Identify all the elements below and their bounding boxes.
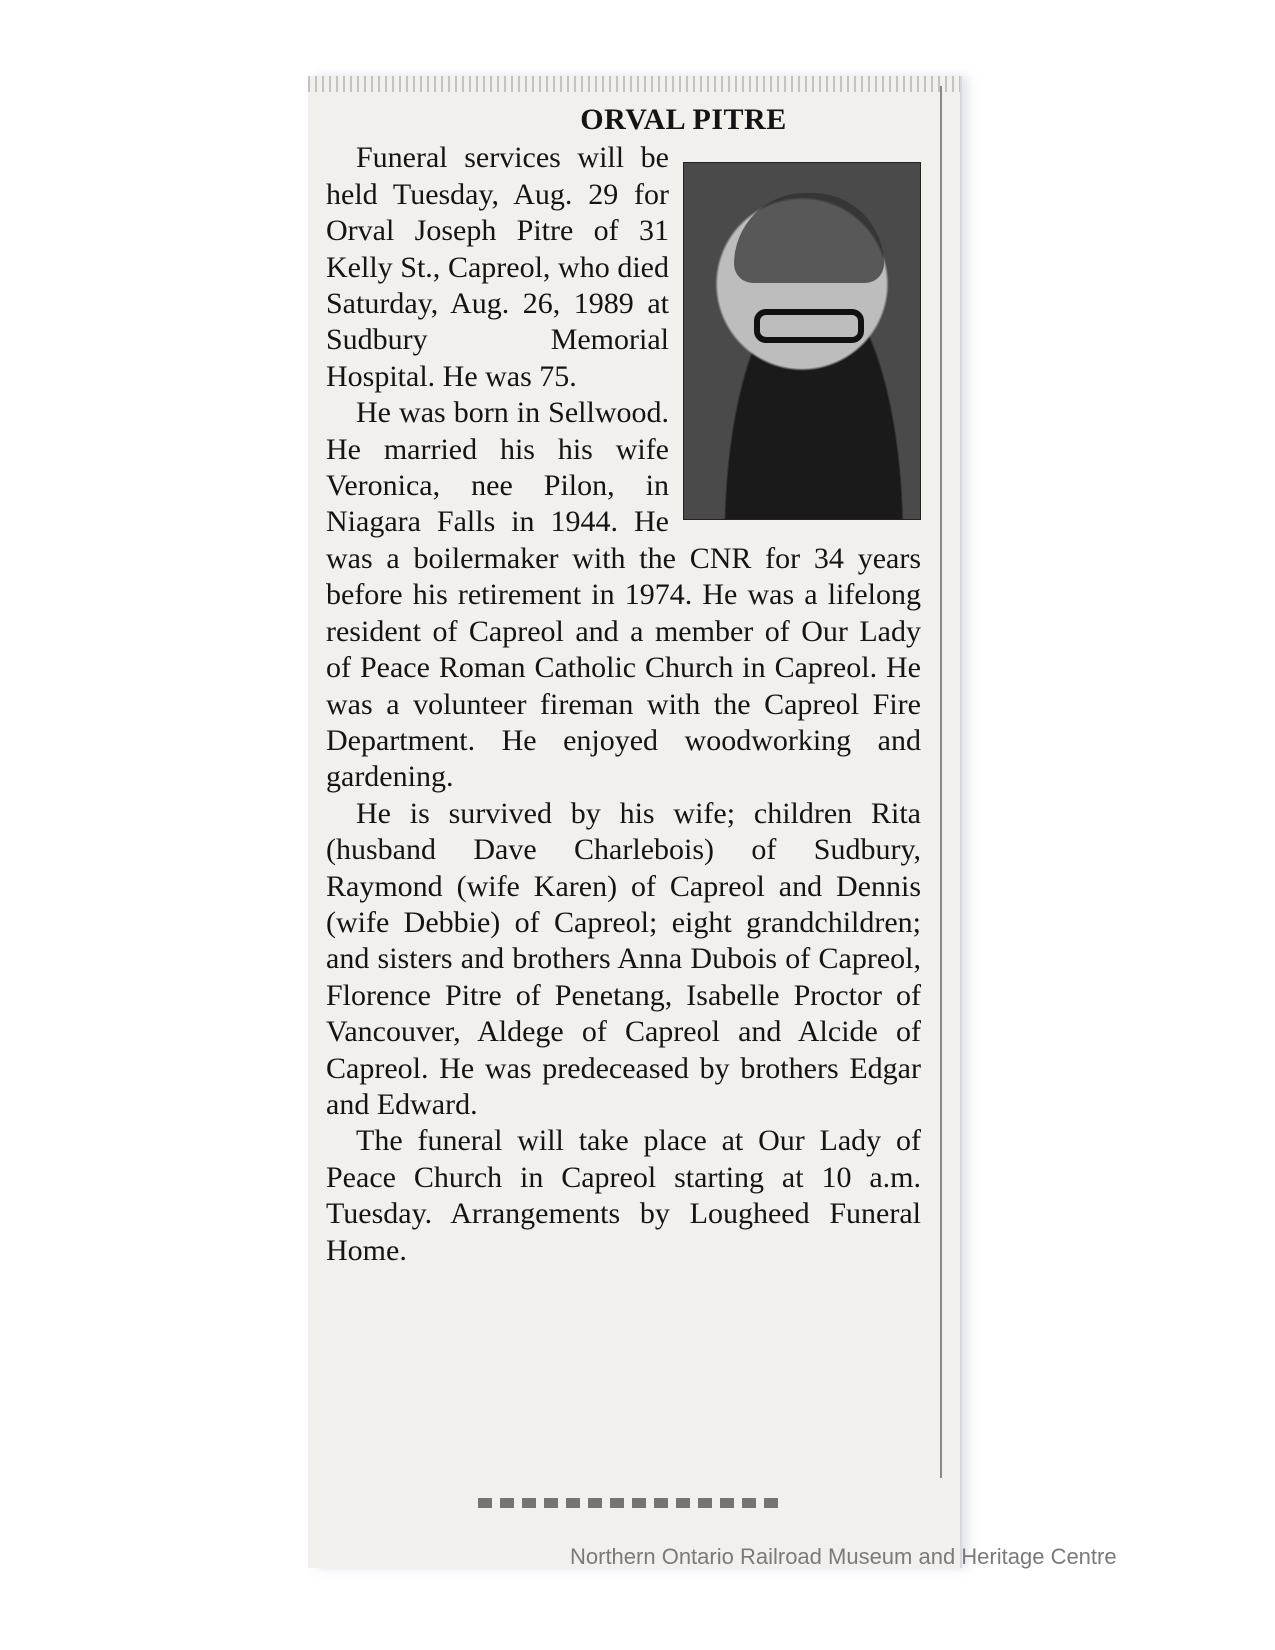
obituary-paragraph-3: He is survived by his wife; children Rita (husband Dave Charlebois) of Sudbury, Raymond (wife Karen) of Capreol and Dennis (wife Debbie) of Capreol; eight grandchildren; and sisters and brothers Anna Dubois of Capreol, Florence Pitre of Penetang, Isabelle Proctor of Vancouver, Aldege of Capreol and Alcide of Capreol. He was predeceased by brothers Edgar and Edward. [326,796,921,1121]
obituary-paragraph-1: Funeral services will be held Tuesday, Aug. 29 for Orval Joseph Pitre of 31 Kelly St., Capreol, who died Saturday, Aug. 26, 1989 at Sudbury Memorial Hospital. He was 75. [326,141,669,393]
obituary-headline: ORVAL PITRE [580,103,787,136]
portrait-glasses [754,309,864,343]
obituary-paragraph-2: He was born in Sellwood. He married his his wife Veronica, nee Pilon, in Niagara Falls in 1944. He was a boilermaker with the CNR for 34 years before his retirement in 1974. He was a lifelong resident of Capreol and a member of Our Lady of Peace Roman Catholic Church in Capreol. He was a volunteer fireman with the Capreol Fire Department. He enjoyed woodworking and gardening. [326,396,921,794]
portrait-photo [683,162,921,520]
archive-credit: Northern Ontario Railroad Museum and Heritage Centre [570,1544,1117,1569]
portrait-head [734,193,884,283]
cut-off-next-headline [478,1498,778,1508]
obituary-text [326,102,921,1269]
obituary-paragraph-4: The funeral will take place at Our Lady of Peace Church in Capreol starting at 10 a.m. Tuesday. Arrangements by Lougheed Funeral Home. [326,1124,921,1267]
column-rule [940,86,942,1478]
newspaper-clipping [308,76,960,1568]
